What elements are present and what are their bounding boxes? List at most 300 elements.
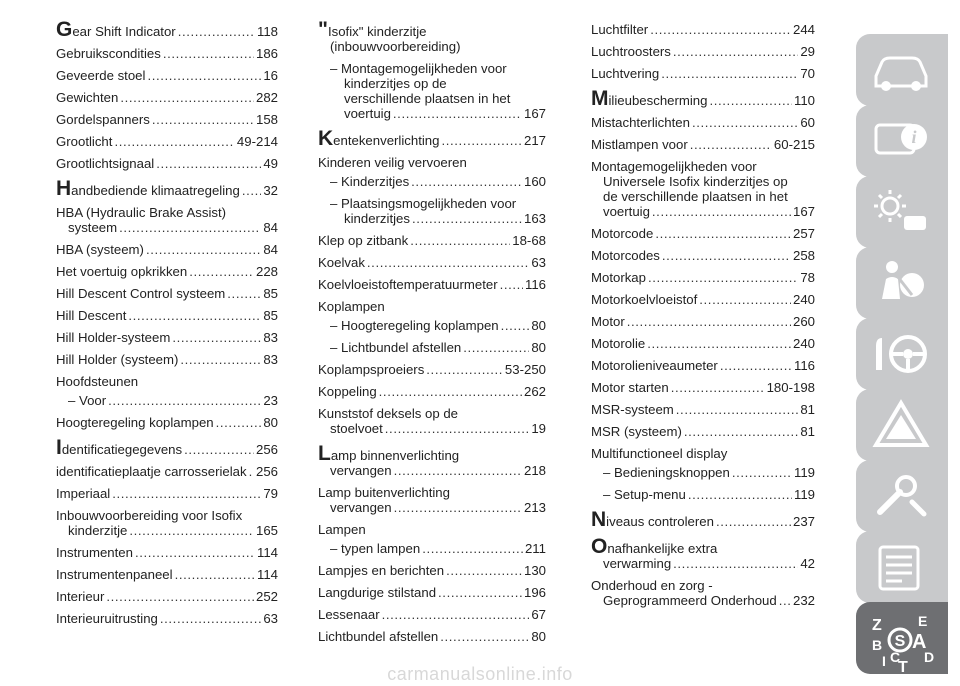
dot-leader [441,133,522,148]
section-initial: H [56,177,72,200]
svg-text:S: S [894,633,906,650]
dot-leader [249,464,254,479]
index-entry[interactable] [56,18,278,41]
entry-label [591,508,714,531]
chapter-tab[interactable] [856,460,948,532]
dot-leader [180,352,261,367]
entry-label [591,22,648,37]
page-number: 63 [263,611,278,626]
index-entry[interactable] [318,585,546,600]
entry-label [318,384,377,399]
entry-text: Gebruikscondities [56,46,161,61]
page-number: 260 [792,314,815,329]
dot-leader [699,292,791,307]
entry-text: Mistachterlichten [591,115,690,130]
dot-leader [156,156,261,171]
index-entry[interactable] [56,589,278,604]
index-entry[interactable] [591,336,815,351]
entry-label [56,486,110,501]
entry-row [56,90,278,105]
page-number: 211 [524,541,546,556]
entry-text: Lichtbundel afstellen [318,629,439,644]
entry-row [591,248,815,263]
entry-text: Grootlicht [56,134,113,149]
entry-text: kinderzitjes op de [344,76,447,91]
entry-text: de verschillende plaatsen in het [603,189,788,204]
entry-label [56,134,112,149]
index-entry[interactable] [591,137,815,152]
index-entry[interactable] [318,174,546,189]
entry-text: – Montagemogelijkheden voor [330,61,507,76]
entry-label [318,233,408,248]
index-entry[interactable] [318,541,546,556]
entry-label [318,362,424,377]
entry-text: Lamp buitenverlichting [318,485,450,500]
entry-row [591,465,815,480]
entry-row [56,156,278,171]
index-entry[interactable] [591,44,815,59]
dot-leader [119,220,261,235]
index-column-3 [591,22,815,615]
page-number: 85 [263,308,278,323]
entry-row [318,340,546,355]
index-entry[interactable] [591,358,815,373]
entry-text: Klep op zitbank [318,233,409,248]
index-column-1 [56,18,278,633]
entry-label [330,174,409,189]
entry-label [344,106,391,121]
entry-label [344,211,410,226]
entry-text: HBA (systeem) [56,242,144,257]
entry-line [318,442,546,465]
section-initial: N [591,508,607,531]
index-entry[interactable] [591,292,815,307]
dot-leader [385,421,530,436]
svg-text:I: I [882,653,886,669]
section-initial: G [56,18,73,41]
entry-line [591,578,815,593]
index-entry[interactable] [591,446,815,461]
index-entry[interactable] [591,487,815,502]
index-entry[interactable] [56,545,278,560]
index-entry[interactable] [56,205,278,235]
page-number: 158 [255,112,278,127]
dot-leader [135,545,255,560]
index-entry[interactable] [318,233,546,248]
entry-row [591,358,815,373]
entry-row [318,541,546,556]
entry-text: Koppeling [318,384,377,399]
entry-label [68,220,117,235]
index-entry[interactable] [318,277,546,292]
index-entry[interactable] [591,159,815,219]
page-number: 84 [263,220,278,235]
index-entry[interactable] [591,465,815,480]
index-entry[interactable] [318,196,546,226]
index-entry[interactable] [318,255,546,270]
entry-text: dentificatiegegevens [61,442,183,457]
entry-row [56,567,278,582]
entry-label [56,112,150,127]
index-entry[interactable] [318,362,546,377]
entry-row [591,44,815,59]
entry-label [56,589,104,604]
index-entry[interactable] [56,90,278,105]
entry-label [56,68,145,83]
index-entry[interactable] [56,308,278,323]
entry-row [591,226,815,241]
dot-leader [422,541,523,556]
page-number: 78 [800,270,815,285]
index-entry[interactable] [318,340,546,355]
entry-text: Geprogrammeerd Onderhoud [603,593,777,608]
entry-text: Motorolieniveaumeter [591,358,718,373]
index-entry[interactable] [318,299,546,314]
entry-row [591,556,815,571]
svg-text:B: B [872,637,883,653]
index-entry[interactable] [56,611,278,626]
entry-row [591,380,815,395]
entry-text: Lessenaar [318,607,380,622]
index-entry[interactable] [591,22,815,37]
entry-text: amp binnenverlichting [330,448,460,463]
entry-text: voertuig [344,106,391,121]
entry-text: – Setup-menu [603,487,686,502]
index-entry[interactable] [591,424,815,439]
index-entry[interactable] [56,112,278,127]
index-entry[interactable] [318,155,546,170]
page-number: 63 [531,255,546,270]
index-entry[interactable] [318,522,546,537]
dot-leader [120,90,254,105]
page-number: 240 [792,292,815,307]
entry-row [56,545,278,560]
page-number: 119 [793,487,815,502]
index-entry[interactable] [591,314,815,329]
entry-row [56,330,278,345]
entry-text: Mistlampen voor [591,137,688,152]
entry-text: Interieuruitrusting [56,611,158,626]
entry-line [318,76,546,91]
index-entry[interactable] [56,393,278,408]
entry-row [56,393,278,408]
page-number: 256 [255,442,278,457]
entry-text: Instrumentenpaneel [56,567,173,582]
entry-label [591,424,682,439]
index-entry[interactable] [318,18,546,54]
entry-row [318,211,546,226]
entry-row [591,424,815,439]
index-entry[interactable] [56,508,278,538]
section-initial: L [318,442,331,465]
dot-leader [655,226,791,241]
index-entry[interactable] [591,380,815,395]
entry-label [318,629,438,644]
dot-leader [163,46,254,61]
entry-row [591,204,815,219]
page-number: 110 [793,93,815,108]
dot-leader [147,68,261,83]
index-entry[interactable] [56,156,278,171]
entry-line [318,91,546,106]
entry-text: Isofix" kinderzitje [327,24,427,39]
entry-label [318,277,498,292]
dot-leader [661,66,798,81]
index-entry[interactable] [591,87,815,110]
dot-leader [175,567,255,582]
entry-label [330,541,420,556]
dot-leader [648,270,798,285]
index-entry[interactable] [318,442,546,478]
dot-leader [716,514,791,529]
page-number: 79 [263,486,278,501]
entry-row [591,593,815,608]
entry-text: Grootlichtsignaal [56,156,155,171]
chapter-tab[interactable] [856,531,948,603]
entry-row [591,270,815,285]
entry-label [603,593,777,608]
dot-leader [129,523,254,538]
entry-label [318,563,444,578]
index-heading: Lampen [318,522,366,537]
index-entry[interactable] [56,352,278,367]
index-entry[interactable] [318,406,546,436]
page-number: 42 [800,556,815,571]
chapter-tab[interactable] [856,389,948,461]
entry-line [318,196,546,211]
entry-text: andbediende klimaatregeling [71,183,240,198]
index-entry[interactable] [56,486,278,501]
page-number: 114 [256,545,278,560]
page-number: 262 [523,384,546,399]
entry-text: (inbouwvoorbereiding) [330,39,461,54]
dot-leader [189,264,254,279]
page-number: 70 [800,66,815,81]
page-number: 16 [263,68,278,83]
index-entry[interactable] [56,46,278,61]
entry-row [318,607,546,622]
index-entry[interactable] [56,436,278,459]
svg-text:E: E [918,613,928,629]
entry-text: Motor starten [591,380,669,395]
entry-label [68,523,127,538]
dot-leader [684,424,798,439]
entry-text: MSR (systeem) [591,424,682,439]
entry-row [56,134,278,149]
dot-leader [650,22,791,37]
dot-leader [146,242,261,257]
index-entry[interactable] [591,535,815,571]
watermark: carmanualsonline.info [387,664,573,684]
index-entry[interactable] [591,248,815,263]
entry-text: – Voor [68,393,107,408]
dot-leader [690,137,772,152]
index-entry[interactable] [591,578,815,608]
entry-label [591,402,674,417]
entry-label [591,226,653,241]
entry-text: verschillende plaatsen in het [344,91,511,106]
dot-leader [227,286,261,301]
entry-text: stoelvoet [330,421,383,436]
entry-text: iveaus controleren [606,514,714,529]
page-number: 244 [792,22,815,37]
page-number: 160 [523,174,546,189]
entry-text: nafhankelijke extra [607,541,718,556]
entry-text: Motor [591,314,625,329]
entry-text: Interieur [56,589,105,604]
index-entry[interactable] [318,629,546,644]
entry-label [330,421,383,436]
entry-label [330,500,392,515]
dot-leader [426,362,503,377]
dot-leader [160,611,261,626]
entry-row [591,87,815,110]
index-entry[interactable] [591,66,815,81]
entry-row [56,18,278,41]
index-entry[interactable] [591,270,815,285]
entry-line [591,174,815,189]
page-number: 163 [523,211,546,226]
entry-text: voertuig [603,204,650,219]
entry-label [56,415,214,430]
entry-row [56,112,278,127]
index-entry[interactable] [56,68,278,83]
entry-row [318,106,546,121]
dot-leader [692,115,798,130]
index-entry[interactable] [318,563,546,578]
entry-text: – typen lampen [330,541,421,556]
chapter-tab[interactable] [856,105,948,177]
page-number: 252 [255,589,278,604]
entry-label [56,264,187,279]
entry-text: Kunststof deksels op de [318,406,459,421]
entry-text: Hoogteregeling koplampen [56,415,214,430]
entry-text: Imperiaal [56,486,111,501]
index-entry[interactable] [318,607,546,622]
index-entry[interactable] [56,415,278,430]
entry-row [318,563,546,578]
entry-text: – Bedieningsknoppen [603,465,730,480]
page-number: 167 [792,204,815,219]
entry-row [56,177,278,200]
svg-text:D: D [924,649,935,665]
index-entry[interactable] [318,384,546,399]
entry-row [318,463,546,478]
section-initial: M [591,87,609,110]
entry-text: – Plaatsingsmogelijkheden voor [330,196,517,211]
entry-row [56,436,278,459]
page-number: 196 [523,585,546,600]
entry-label [56,330,170,345]
entry-row [591,336,815,351]
page-number: 237 [792,514,815,529]
entry-line [318,406,546,421]
entry-line [318,485,546,500]
entry-text: vervangen [330,463,392,478]
index-entry[interactable] [56,177,278,200]
index-entry[interactable] [56,286,278,301]
index-entry[interactable] [56,330,278,345]
entry-row [591,66,815,81]
chapter-tab[interactable] [856,34,948,106]
entry-text: ear Shift Indicator [72,24,176,39]
entry-label [318,585,436,600]
entry-line [591,189,815,204]
page-number: 167 [523,106,546,121]
entry-text: kinderzitje [68,523,128,538]
page-number: 80 [263,415,278,430]
index-entry[interactable] [318,485,546,515]
entry-text: Motorkap [591,270,646,285]
index-entry[interactable] [56,567,278,582]
entry-text: verwarming [603,556,672,571]
entry-row [56,464,278,479]
entry-text: MSR-systeem [591,402,674,417]
entry-label [330,318,499,333]
svg-text:Z: Z [872,617,882,634]
dot-leader [379,384,522,399]
entry-text: Hill Holder-systeem [56,330,171,345]
index-entry[interactable] [591,402,815,417]
entry-label [56,545,133,560]
index-entry[interactable] [56,464,278,479]
index-entry[interactable] [318,318,546,333]
chapter-tab[interactable] [856,176,948,248]
index-entry[interactable] [591,226,815,241]
dot-leader [627,314,791,329]
entry-label [56,46,161,61]
dot-leader [128,308,261,323]
entry-row [56,589,278,604]
entry-text: – Lichtbundel afstellen [330,340,462,355]
entry-label [68,393,106,408]
dot-leader [106,589,254,604]
dot-leader [463,340,529,355]
page-number: 80 [531,340,546,355]
index-entry[interactable] [56,134,278,149]
dot-leader [671,380,765,395]
index-entry[interactable] [318,61,546,121]
index-entry[interactable] [318,127,546,150]
entry-row [318,127,546,150]
page-number: 83 [263,352,278,367]
entry-row [318,629,546,644]
entry-text: ilieubescherming [608,93,708,108]
entry-label [591,44,671,59]
entry-row [56,286,278,301]
entry-line [318,18,546,41]
entry-row [591,22,815,37]
page-number: 80 [531,318,546,333]
page-number: 84 [263,242,278,257]
index-entry[interactable] [56,374,278,389]
page-number: 81 [800,424,815,439]
entry-text: HBA (Hydraulic Brake Assist) [56,205,227,220]
index-entry[interactable] [56,264,278,279]
index-entry[interactable] [56,242,278,257]
index-entry[interactable] [591,115,815,130]
entry-text: Koelvloeistoftemperatuurmeter [318,277,498,292]
dot-leader [673,556,798,571]
chapter-tab[interactable] [856,247,948,319]
chapter-tab[interactable] [856,318,948,390]
page-number: 180-198 [766,380,815,395]
index-entry[interactable] [591,508,815,531]
dot-leader [720,358,792,373]
entry-text: Koplampsproeiers [318,362,425,377]
page-number: 19 [531,421,546,436]
entry-row [318,500,546,515]
